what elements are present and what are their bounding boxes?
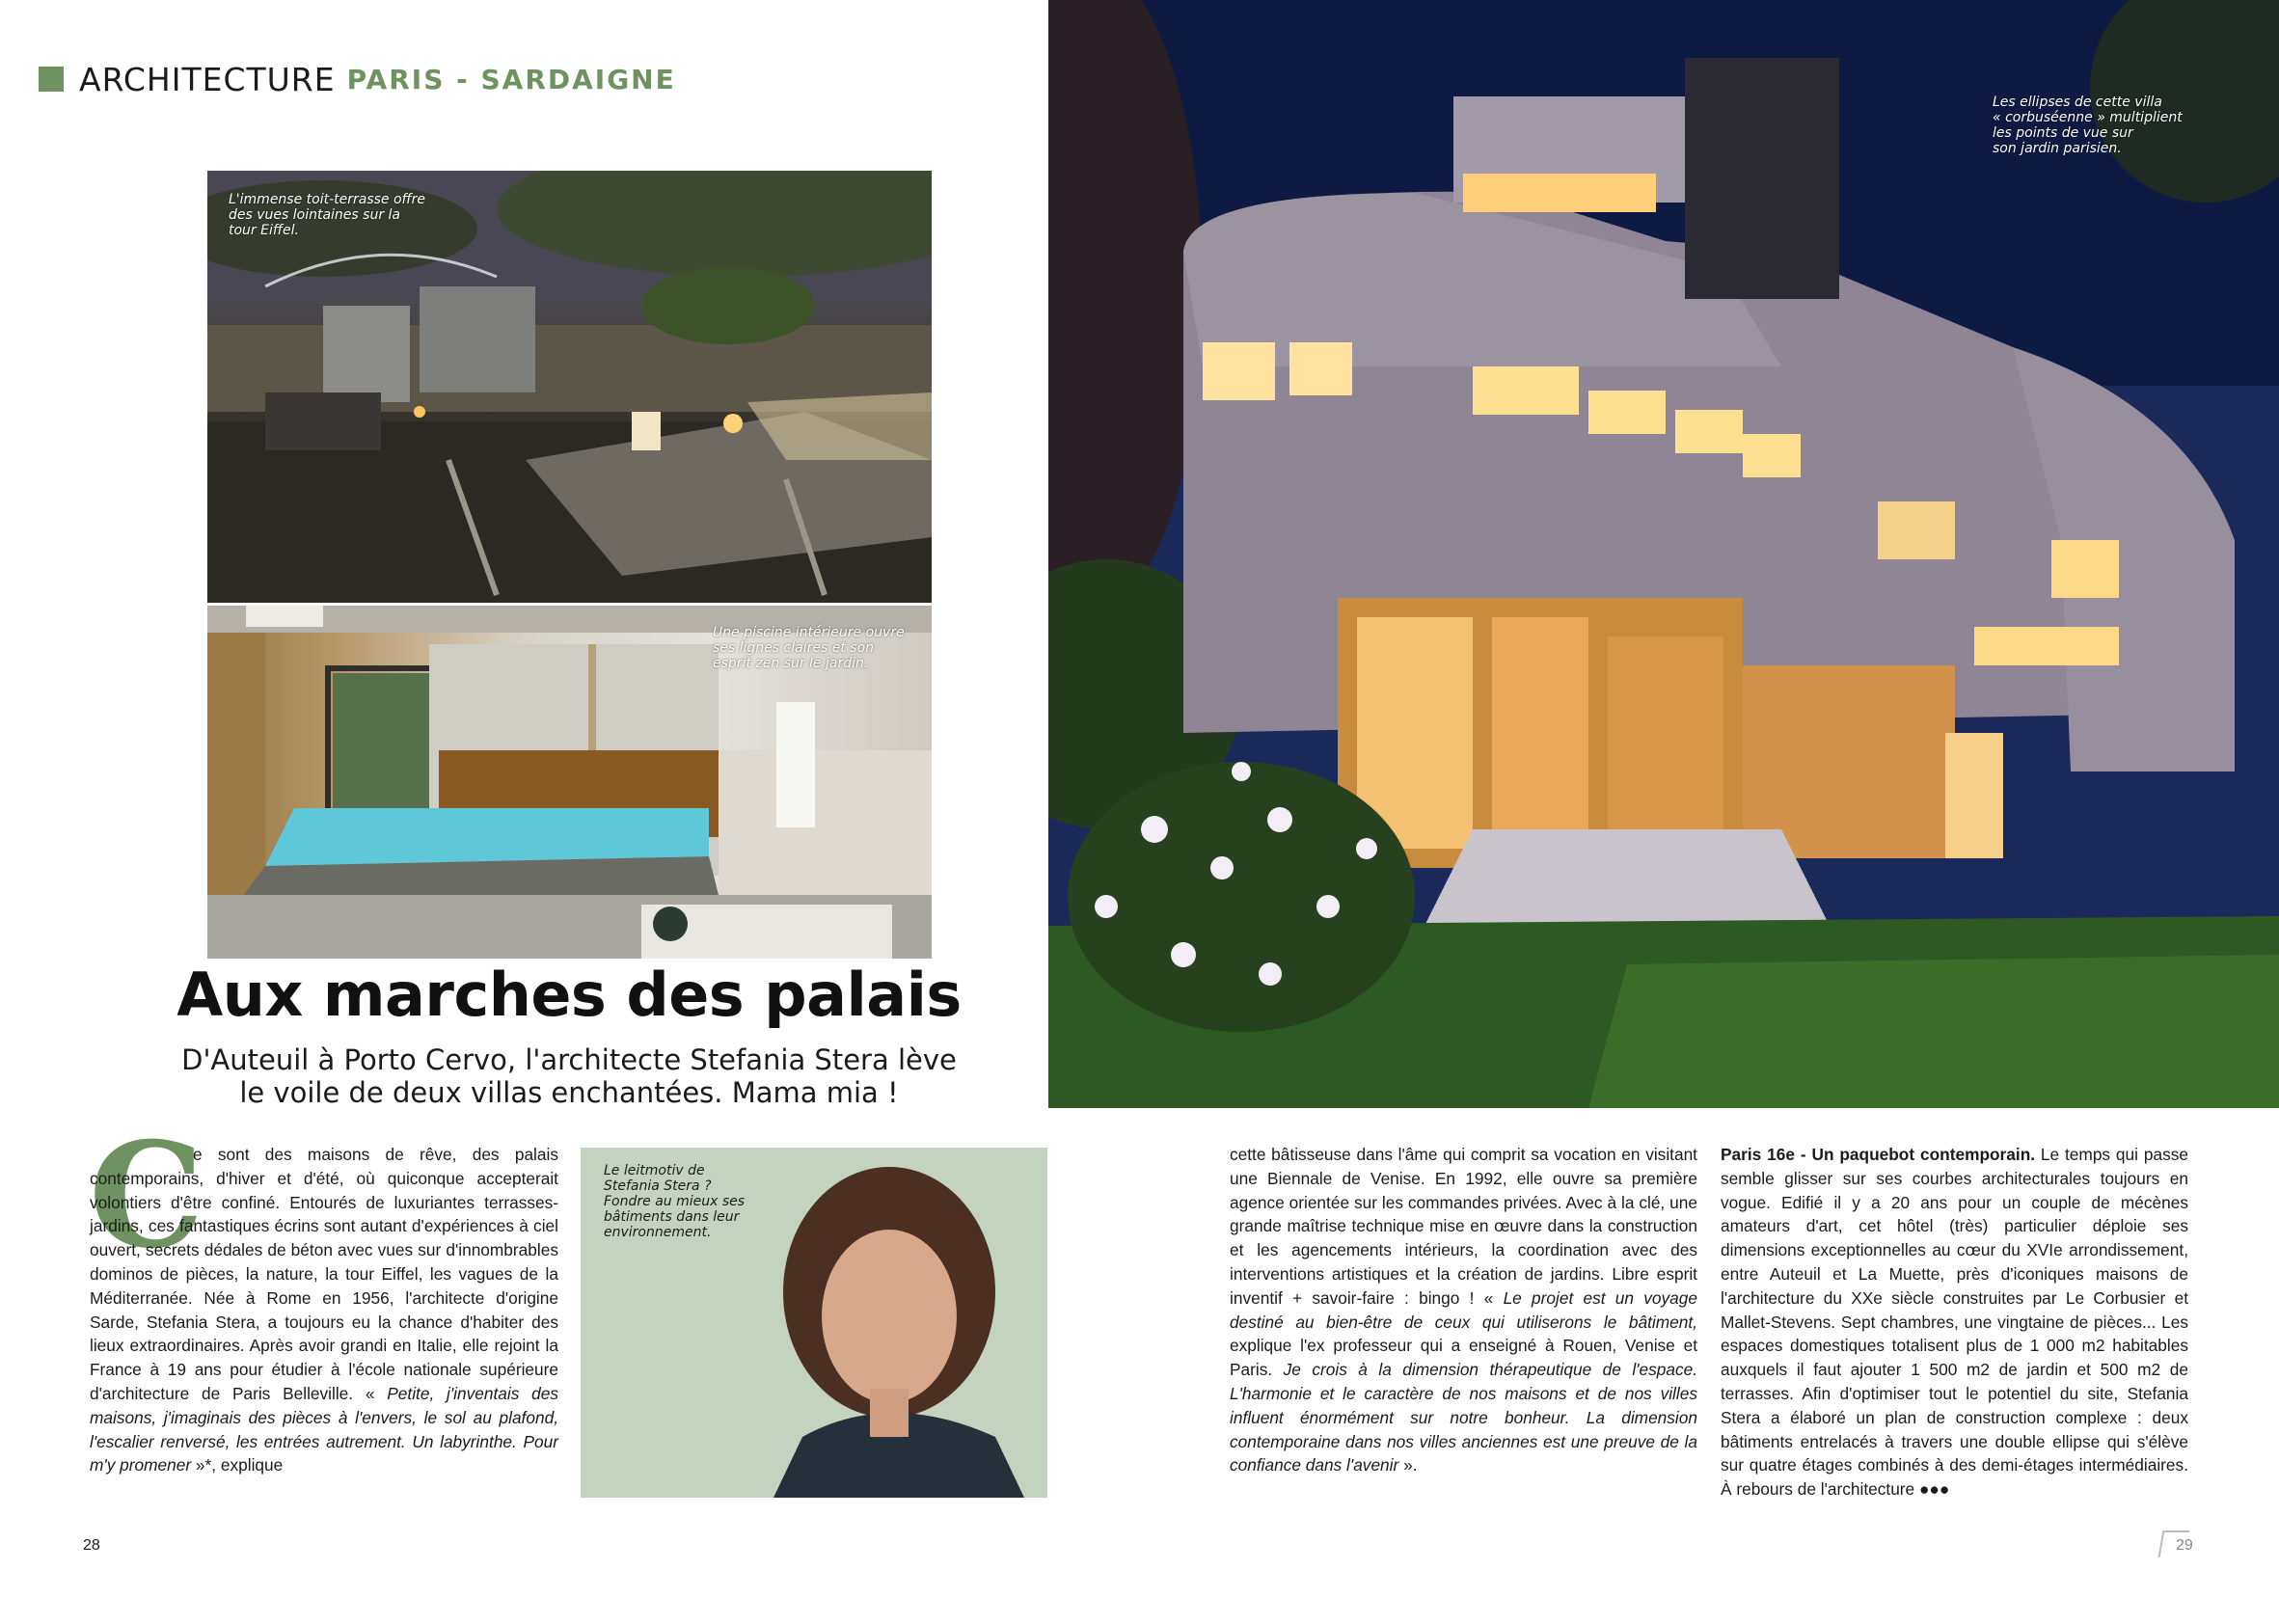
pool-caption: Une piscine intérieure ouvre ses lignes claires et son esprit zen sur le jardin. [713, 625, 905, 671]
column-1-text: e sont des maisons de rêve, des palais contemporains, d'hiver et d'été, où quiconque accepterait volontiers d'être confiné. Entourés de luxuriantes terrasses-jardins, ces fantastiques écrins sont autant d'expériences à ciel ouvert, secrets dédales de béton avec vues sur d'innombrables dominos de pièces, la nature, la tour Eiffel, les vagues de la Méditerranée. Née à Rome en 1956, l'architecte d'origine Sarde, Stefania Stera, a toujours eu la chance d'habiter des lieux extraordinaires. Après avoir grandi en Italie, elle rejoint la France à 19 ans pour étudier à l'école nationale supérieure d'architecture de Paris Belleville. « [90, 1145, 558, 1403]
section-rubric [39, 58, 676, 100]
column-2-mid: explique l'ex professeur qui a enseigné à Rouen, Venise et Paris. [1230, 1336, 1697, 1380]
portrait-caption: Le leitmotiv de Stefania Stera ? Fondre au mieux ses bâtiments dans leur environnement. [604, 1163, 746, 1240]
column-3-lead: Paris 16e - Un paquebot contemporain. [1721, 1145, 2036, 1164]
page-number-right: 29 [2176, 1537, 2193, 1554]
pool-photo [207, 606, 932, 959]
article-column-1 [90, 1143, 558, 1477]
column-1-quote: Petite, j'inventais des maisons, j'imaginais des pièces à l'envers, le sol au plafond, l'escalier renversé, les entrées autrement. Un labyrinthe. Pour m'y promener [90, 1383, 558, 1475]
portrait-photo [581, 1148, 1047, 1498]
section-title: ARCHITECTURE [79, 60, 336, 98]
article-column-3 [1721, 1143, 2188, 1502]
column-3-text: Le temps qui passe semble glisser sur ses courbes architecturales toujours en vogue. Edifié il y a 20 ans pour un couple de mécènes amateurs d'art, cet hôtel (très) particulier déploie ses dimensions exceptionnelles au cœur du XVIe arrondissement, entre Auteuil et La Muette, près d'iconiques maisons de l'architecture du XXe siècle construites par Le Corbusier et Mallet-Stevens. Sept chambres, une vingtaine de pièces... Les espaces domestiques totalisent plus de 1 000 m2 habitables auxquels il faut ajouter 1 500 m2 de jardin et 500 m2 de terrasses. Afin d'optimiser tout le potentiel du site, Stefania Stera a élaboré un plan de construction complexe : deux bâtiments entrelacés à travers une double ellipse qui s'élève sur quatre étages combinés à des demi-étages intermédiaires. À rebours de l'architecture ●●● [1721, 1145, 2188, 1500]
article-headline: Aux marches des palais [176, 960, 962, 1030]
villa-photo [1048, 0, 2279, 1108]
terrace-caption: L'immense toit-terrasse offre des vues lointaines sur la tour Eiffel. [229, 192, 426, 238]
column-1-outro: »*, explique [195, 1455, 284, 1475]
column-2-outro: ». [1403, 1455, 1418, 1475]
villa-caption: Les ellipses de cette villa « corbuséenne » multiplient les points de vue sur son jardin parisien. [1993, 95, 2183, 156]
column-2-text: cette bâtisseuse dans l'âme qui comprit sa vocation en visitant une Biennale de Venise. En 1992, elle ouvre sa première agence orientée sur les commandes privées. Avec à la clé, une grande maîtrise technique mise en œuvre dans la construction et les agencements intérieurs, la coordination avec des interventions artistiques et la création de jardins. Libre esprit inventif + savoir-faire : bingo ! « [1230, 1145, 1697, 1308]
page-number-left: 28 [83, 1537, 100, 1554]
terrace-photo [207, 171, 932, 603]
drop-cap: C [89, 1111, 204, 1281]
column-2-quote-1: Le projet est un voyage destiné au bien-être de ceux qui utiliserons le bâtiment, [1230, 1287, 1698, 1332]
article-column-2 [1230, 1143, 1697, 1477]
section-subtitle: PARIS - SARDAIGNE [346, 63, 676, 95]
rubric-square-icon [39, 67, 64, 92]
article-deck: D'Auteuil à Porto Cervo, l'architecte Stefania Stera lève le voile de deux villas enchantées. Mama mia ! [181, 1043, 957, 1109]
villa-illustration [1048, 0, 2279, 1108]
column-2-quote-2: Je crois à la dimension thérapeutique de l'espace. L'harmonie et le caractère de nos maisons et de nos villes influent énormément sur notre bonheur. La dimension contemporaine dans nos villes anciennes est une preuve de la confiance dans l'avenir [1230, 1360, 1697, 1475]
